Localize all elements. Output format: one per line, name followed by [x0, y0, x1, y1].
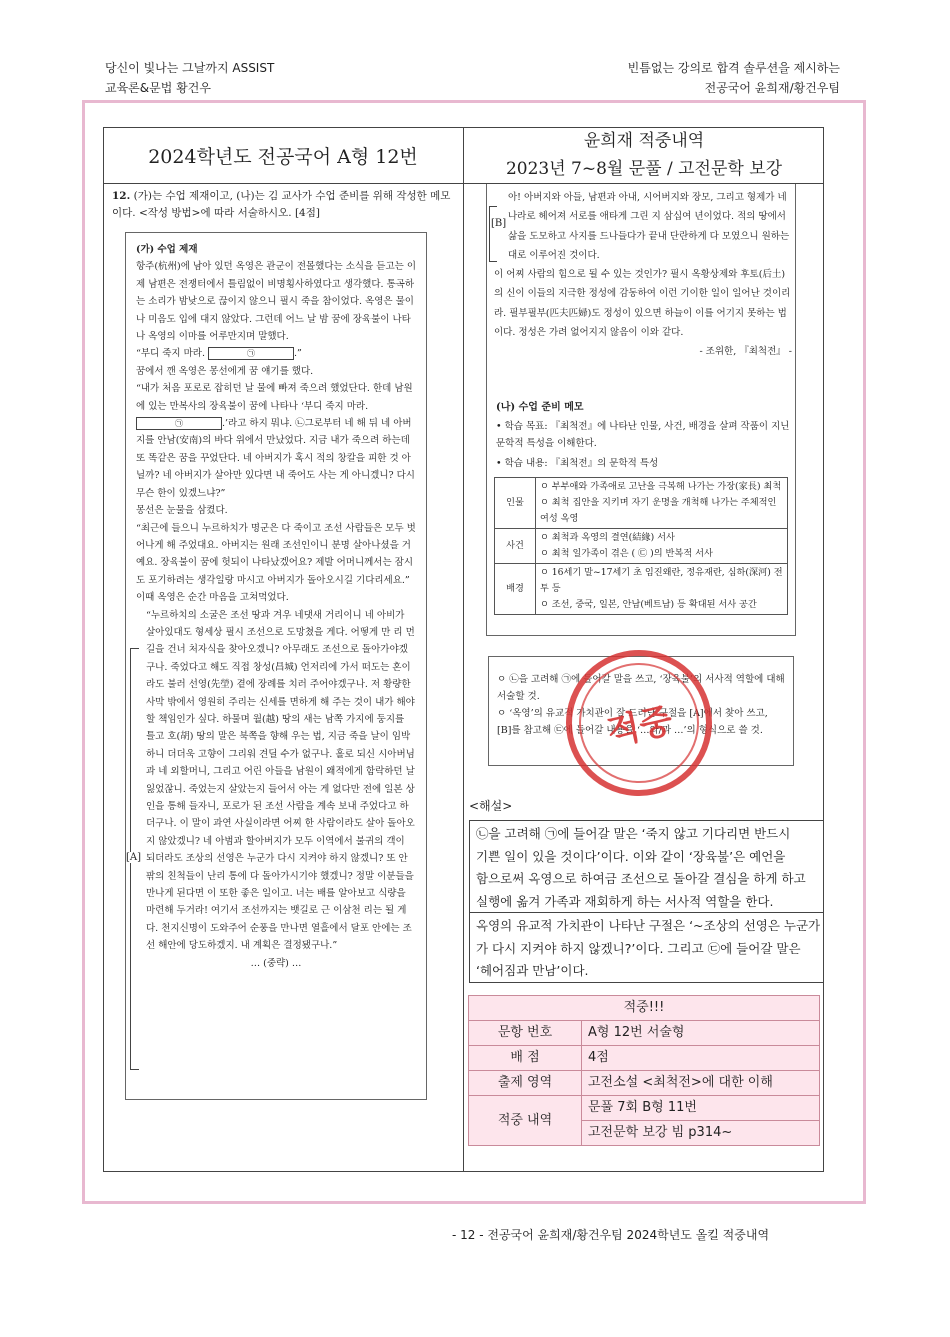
explanation-box-2 — [469, 913, 824, 983]
right-title-line2: 2023년 7~8월 문풀 / 고전문학 보강 — [505, 159, 783, 179]
explanation-label: <해설> — [469, 799, 513, 813]
memo-item: ㅇ 최척 집안을 지키며 자기 운명을 개척해 나가는 주체적인 여성 옥영 — [540, 497, 777, 524]
label-b: [B] — [491, 218, 507, 229]
memo-table — [494, 477, 788, 615]
question-number: 12. — [112, 190, 131, 202]
bracket-b — [489, 206, 497, 262]
label-a: [A] — [126, 852, 142, 863]
passage-p1: 항주(杭州)에 남아 있던 옥영은 관군이 전몰했다는 소식을 듣고는 이제 남편은 전쟁터에서 틀림없이 비명횡사하였다고 생각했다. 통곡하는 소리가 밤낮으로 끊이지 않으니 필시 죽을 참이었다. 옥영은 물이나 미음도 입에 대지 않았다. 그런데 어느 날 밤 꿈에 장육불이 나타나 옥영의 이마를 어루만지며 말했다. — [136, 261, 416, 343]
memo-item: ㅇ 부부애와 가족애로 고난을 극복해 나가는 가장(家長) 최척 — [540, 481, 782, 492]
hit-stamp-word: 적중 — [603, 700, 677, 753]
table-row — [495, 564, 788, 615]
blank-1: ㉠ — [208, 347, 294, 360]
passage-p8: “누르하치의 소굴은 조선 땅과 겨우 네댓새 거리이니 네 아비가 살아있대도 형세상 필시 조선으로 도망쳤을 게다. 어떻게 만 리 먼 길을 건너 처자식을 찾아오겠니? 아무래도 조선으로 돌아가야겠구나. 죽었다고 해도 직접 창성(昌城) 언저리에 가서 떠도는 혼이라도 불러 선영(先塋) 곁에 장례를 치러 주어야겠구나. 저 황량한 사막 밖에서 영원히 주리는 신세를 면하게 해 주는 것이 내가 해야 할 책임인가 싶다. 하물며 월(越) 땅의 새는 남쪽 가지에 둥지를 틀고 호(胡) 땅의 말은 북쪽을 향해 우는 법, 지금 죽을 날이 임박하니 더더욱 고향이 그리워 견딜 수가 없구나. 홀로 되신 시아버님과 네 외할머니, 그리고 어린 아들을 남원이 왜적에게 함락하던 날 잃었잖니. 죽었는지 살았는지 들어서 아는 게 없다만 전에 일본 상인을 통해 들자니, 포로가 된 조선 사람을 계속 보내 주었다고 하더구나. 이 말이 과연 사실이라면 어찌 한 사람이라도 살아 돌아오지 않았겠니? 네 아범과 할아버지가 모두 이역에서 불귀의 객이 되더라도 조상의 선영은 누군가 다시 지켜야 하지 않겠니? 또 안팎의 친척들이 난리 통에 다 돌아가시기야 했겠니? 정말 이분들을 만나게 된다면 이 또한 좋은 일이고. 너는 배를 알아보고 식량을 마련해 두거라! 여기서 조선까지는 뱃길로 근 이삼천 리는 될 게다. 천지신명이 도와주어 순풍을 만나면 열흘에서 달포 안에는 조선 해안에 당도하겠지. 내 계획은 결정됐구나.” — [146, 609, 415, 952]
table-row — [469, 996, 820, 1021]
right-passage — [494, 188, 792, 362]
right-title — [464, 127, 824, 183]
hit-value: 4점 — [582, 1046, 820, 1071]
page-footer: - 12 - 전공국어 윤희재/황건우팀 2024학년도 올킬 적중내역 — [452, 1228, 770, 1242]
hit-table-header: 적중!!! — [469, 996, 820, 1021]
memo-row-head: 인물 — [495, 478, 536, 529]
memo-item: ㅇ 최척 일가족이 겪은 ( ㉢ )의 반복적 서사 — [540, 548, 713, 559]
memo-item: ㅇ 최척과 옥영의 결연(結緣) 서사 — [540, 532, 675, 543]
left-title: 2024학년도 전공국어 A형 12번 — [148, 145, 418, 168]
table-row — [469, 1046, 820, 1071]
passage-omit: … (중략) … — [250, 957, 302, 969]
condition-1: ㅇ ㉡을 고려해 ㉠에 들어갈 말을 쓰고, ‘장육불’의 서사적 역할에 대해 서술할 것. — [497, 674, 785, 702]
passage-p7: 이때 옥영은 순간 마음을 고쳐먹었다. — [136, 592, 289, 604]
explanation-line: 실행에 옮겨 가족과 재회하게 하는 서사적 역할을 한다. — [476, 893, 774, 909]
header-right-line2: 전공국어 윤희재/황건우팀 — [704, 81, 840, 95]
header-left-line2: 교육론&문법 황건우 — [105, 81, 211, 95]
question — [112, 188, 457, 222]
memo-heading: (나) 수업 준비 메모 — [496, 402, 584, 413]
hit-value: A형 12번 서술형 — [582, 1021, 820, 1046]
explanation-line: 기쁜 일이 있을 것이다’이다. 이와 같이 ‘장육불’은 예언을 — [476, 848, 786, 864]
memo-row-items — [536, 564, 788, 615]
hit-key: 문항 번호 — [469, 1021, 582, 1046]
memo-item: ㅇ 16세기 말~17세기 초 임진왜란, 정유재란, 심하(深河) 전투 등 — [540, 567, 783, 594]
question-text: (가)는 수업 제재이고, (나)는 김 교사가 수업 준비를 위해 작성한 메모이다. <작성 방법>에 따라 서술하시오. [4점] — [112, 190, 451, 219]
table-row — [469, 1071, 820, 1096]
explanation-line: 함으로써 옥영으로 하여금 조선으로 돌아갈 결심을 하게 하고 — [476, 871, 806, 886]
memo-content: • 학습 내용: 『최척전』의 문학적 특성 — [496, 458, 659, 469]
table-row — [495, 478, 788, 529]
header-right — [628, 58, 840, 98]
passage-heading: (가) 수업 제재 — [136, 244, 198, 255]
explanation-line: 가 다시 지켜야 하지 않겠니?’이다. 그리고 ㉢에 들어갈 말은 — [476, 940, 801, 956]
passage-p5: 몽선은 눈물을 삼켰다. — [136, 505, 228, 517]
explanation-line: ㉡을 고려해 ㉠에 들어갈 말은 ‘죽지 않고 기다리면 반드시 — [476, 826, 791, 841]
right-title-line1: 윤희재 적중내역 — [583, 131, 705, 151]
hit-stamp-ring — [568, 652, 710, 794]
memo-item: ㅇ 조선, 중국, 일본, 안남(베트남) 등 확대된 서사 공간 — [540, 599, 757, 610]
passage-p2b: .” — [294, 348, 302, 360]
passage-p3: 꿈에서 깬 옥영은 몽선에게 꿈 얘기를 했다. — [136, 365, 314, 377]
table-row — [469, 1021, 820, 1046]
memo-row-items — [536, 478, 788, 529]
passage-p4a: “내가 처음 포로로 잡히던 날 물에 빠져 죽으려 했었단다. 한데 남원에 있는 만복사의 장육불이 꿈에 나타나 ‘부디 죽지 마라. — [136, 383, 413, 412]
explanation-line: ‘헤어짐과 만남’이다. — [476, 963, 589, 978]
passage-p6: “최근에 들으니 누르하치가 명군은 다 죽이고 조선 사람들은 모두 벗어나게 해 주었대요. 아버지는 원래 조선인이니 분명 살아나셨을 거예요. 장육불이 꿈에 헛되이 나타났겠어요? 제발 어머니께서는 잠시도 포기하려는 생각일랑 마시고 아버지가 돌아오시길 기다리세요.” — [136, 522, 416, 586]
header-right-line1: 빈틈없는 강의로 합격 솔루션을 제시하는 — [627, 61, 840, 75]
right-passage-text2: 이 어찌 사람의 힘으로 될 수 있는 것인가? 필시 옥황상제와 후토(后土)의 신이 이들의 지극한 정성에 감동하여 이런 기이한 일이 일어난 것이리라. 필부필부(匹夫匹婦)도 정성이 있으면 하늘이 이를 어기지 못하는 법이다. 정성은 가려 없어지지 않음이 이와 같다. — [494, 269, 791, 339]
right-passage-text1: 아! 아버지와 아들, 남편과 아내, 시어버지와 장모, 그리고 형제가 네 나라로 헤어져 서로를 애타게 그린 지 삼십여 년이었다. 적의 땅에서 삶을 도모하고 사지를 드나들다가 끝내 단란하게 다 모였으니 원하는 대로 이루어진 것이다. — [508, 192, 790, 261]
memo-row-head: 사건 — [495, 529, 536, 564]
column-divider — [463, 127, 464, 1172]
passage-p2a: “부디 죽지 마라. — [136, 348, 205, 360]
hit-value: 고전문학 보강 빔 p314~ — [582, 1121, 820, 1146]
right-passage-source: - 조위한, 『최척전』 - — [699, 346, 792, 358]
passage-p4b: .’라고 하지 뭐냐. ㉡그로부터 네 해 뒤 네 아버지를 안남(安南)의 바다 위에서 만났었다. 지금 내가 죽으려 하는데 또 똑같은 꿈을 꾸었단다. 네 아버지가 혹시 적의 창칼을 피한 것 아닐까? 네 아버지가 살아만 있다면 내 죽어도 사는 게 아니겠니? 다시 무슨 한이 있겠느냐?” — [136, 418, 415, 499]
header-left-line1: 당신이 빛나는 그날까지 ASSIST — [105, 61, 275, 75]
hit-key: 적중 내역 — [469, 1096, 582, 1146]
passage-p2 — [136, 345, 416, 362]
memo-goal: • 학습 목표: 『최척전』에 나타난 인물, 사건, 배경을 살펴 작품이 지닌 문학적 특성을 이해한다. — [496, 421, 790, 449]
hit-key: 배 점 — [469, 1046, 582, 1071]
header-left — [105, 58, 274, 98]
hit-table — [468, 995, 820, 1146]
hit-value: 문풀 7회 B형 11번 — [582, 1096, 820, 1121]
memo-row-items — [536, 529, 788, 564]
table-row — [495, 529, 788, 564]
passage-box — [125, 232, 427, 1100]
explanation-box-1 — [469, 820, 824, 913]
passage-p4 — [136, 380, 416, 502]
hit-key: 출제 영역 — [469, 1071, 582, 1096]
hit-value: 고전소설 <최척전>에 대한 이해 — [582, 1071, 820, 1096]
condition-2: ㅇ ‘옥영’의 유교적 가치관이 잘 드러난 구절을 [A]에서 찾아 쓰고, [B]를 참고해 ㉢에 들어갈 내용을 ‘…와/과 …’의 형식으로 쓸 것. — [497, 708, 768, 736]
blank-2: ㉠ — [136, 417, 222, 430]
explanation-line: 옥영의 유교적 가치관이 나타난 구절은 ‘~조상의 선영은 누군가 — [476, 918, 821, 933]
table-row — [469, 1096, 820, 1121]
memo-row-head: 배경 — [495, 564, 536, 615]
